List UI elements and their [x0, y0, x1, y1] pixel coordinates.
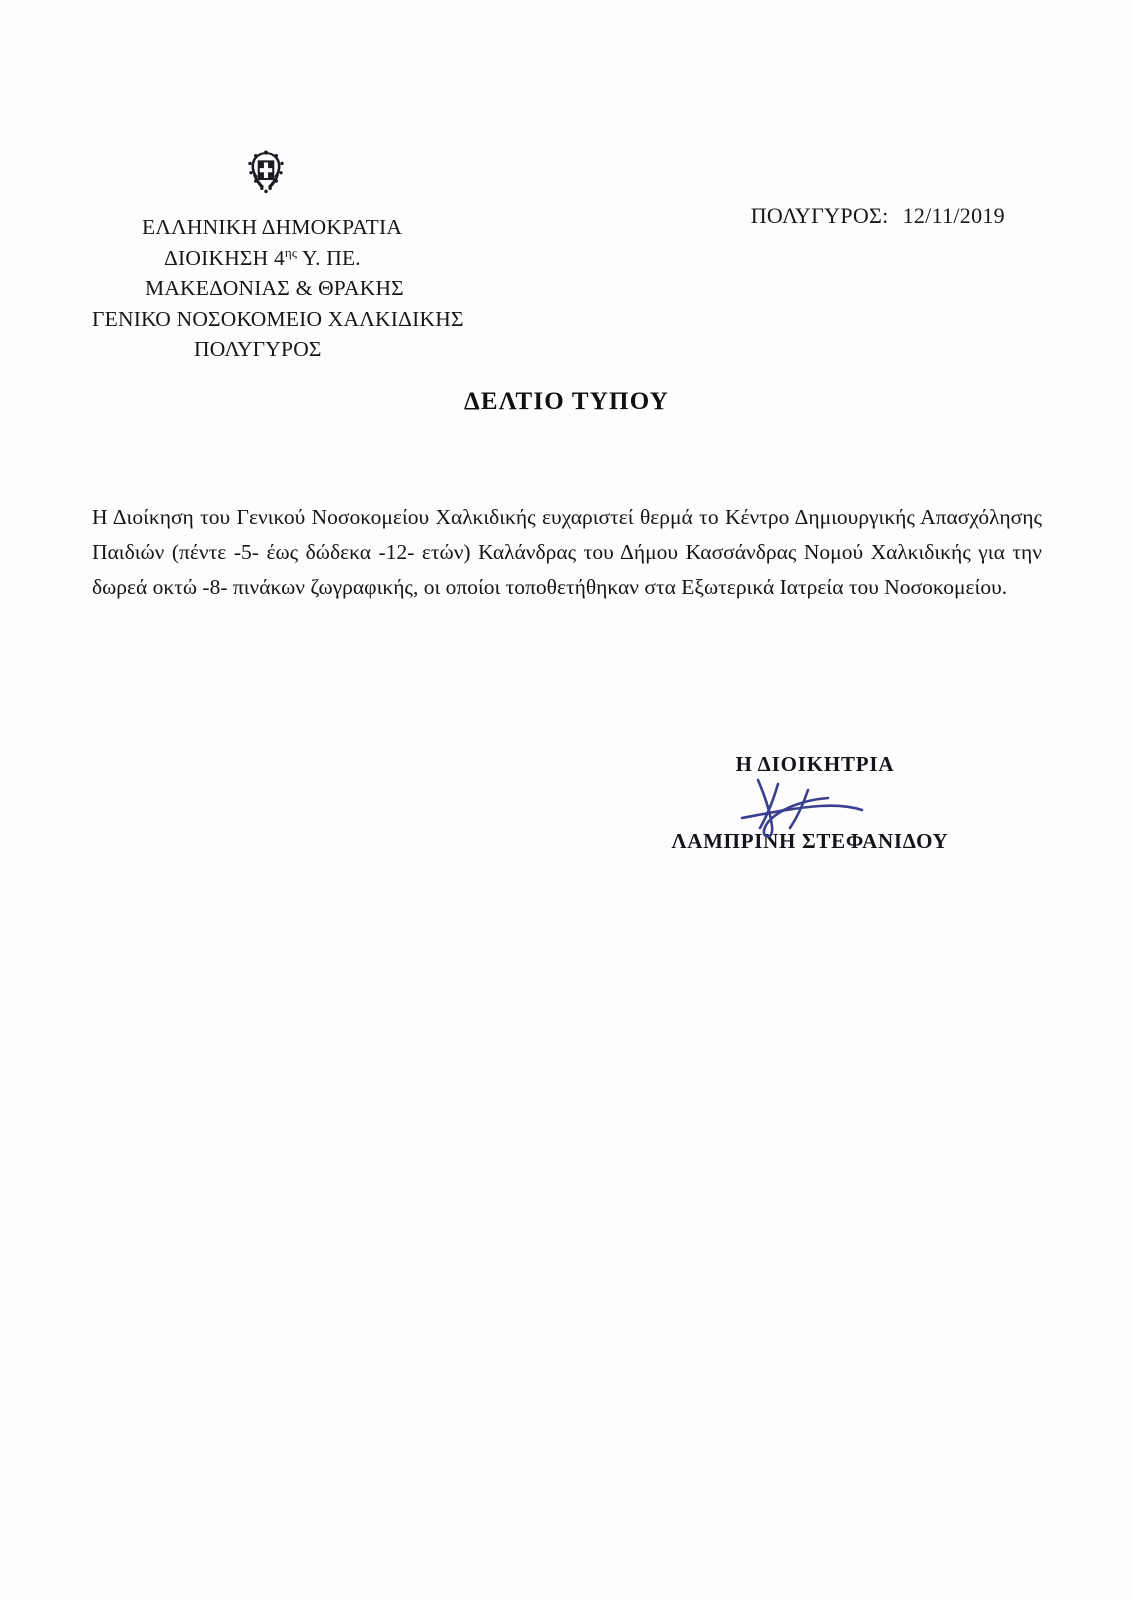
org-line-administration-suffix: Υ. ΠΕ.	[297, 245, 361, 270]
page-title: ΔΕΛΤΙΟ ΤΥΠΟΥ	[464, 388, 669, 415]
letterhead	[90, 150, 610, 365]
signature-name: ΛΑΜΠΡΙΝΗ ΣΤΕΦΑΝΙΔΟΥ	[671, 829, 949, 853]
body-paragraph: Η Διοίκηση του Γενικού Νοσοκομείου Χαλκιδικής ευχαριστεί θερμά το Κέντρο Δημιουργικής Απασχόλησης Παιδιών (πέντε -5- έως δώδεκα -12- ετών) Καλάνδρας του Δήμου Κασσάνδρας Νομού Χαλκιδικής για την δωρεά οκτώ -8- πινάκων ζωγραφικής, οι οποίοι τοποθετήθηκαν στα Εξωτερικά Ιατρεία του Νοσοκομείου.	[92, 505, 1042, 599]
org-line-administration-superscript: ης	[284, 244, 298, 260]
org-line-administration	[164, 243, 610, 274]
org-line-hospital: ΓΕΝΙΚΟ ΝΟΣΟΚΟΜΕΙΟ ΧΑΛΚΙΔΙΚΗΣ	[92, 306, 464, 331]
org-line-region: ΜΑΚΕΔΟΝΙΑΣ & ΘΡΑΚΗΣ	[145, 276, 404, 301]
organization-lines	[90, 212, 610, 365]
org-line-city: ΠΟΛΥΓΥΡΟΣ	[194, 337, 322, 362]
signature-role: Η ΔΙΟΙΚΗΤΡΙΑ	[735, 752, 895, 776]
dateline	[751, 203, 1005, 229]
org-line-republic: ΕΛΛΗΝΙΚΗ ΔΗΜΟΚΡΑΤΙΑ	[142, 215, 403, 239]
greek-coat-of-arms-icon	[240, 150, 292, 208]
dateline-date: 12/11/2019	[902, 203, 1005, 228]
dateline-place: ΠΟΛΥΓΥΡΟΣ:	[750, 203, 889, 228]
org-line-administration-text: ΔΙΟΙΚΗΣΗ 4	[164, 245, 285, 270]
signature-block	[600, 752, 1020, 854]
